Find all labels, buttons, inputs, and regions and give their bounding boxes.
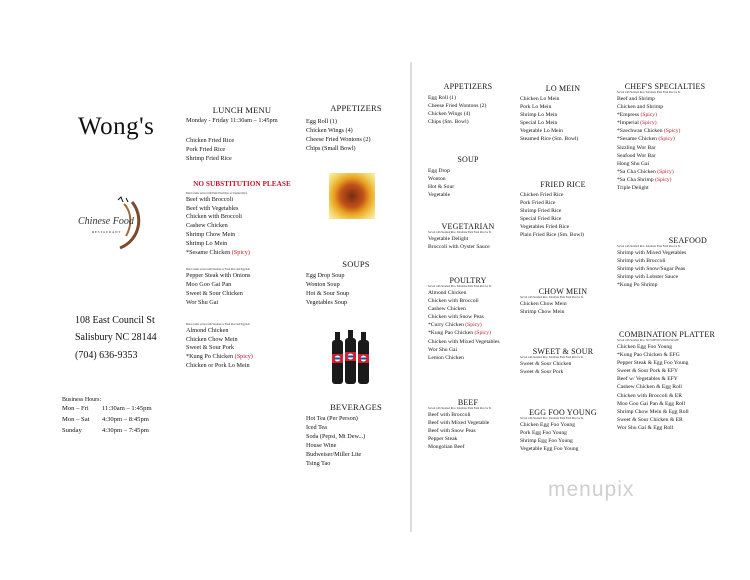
left-beverages [306, 402, 406, 468]
list-item: Almond Chicken [428, 290, 467, 296]
section-note: Served with Steamed Rice. NO SUBSTITUTION PLEASE [617, 339, 679, 342]
right-beef [428, 398, 508, 451]
list-item: *Sa Cha Shrimp (Spicy) [617, 176, 672, 183]
section-note: Served with Steamed Rice. Substitute Plain Fried Rice for $1 [617, 245, 681, 248]
list-item: Triple Delight [617, 185, 649, 192]
section-note: Served with Steamed Rice. Substitute Plain Fried Rice for $1 [520, 296, 584, 299]
hours-title: Business Hours: [62, 397, 102, 403]
lunch-menu [186, 105, 298, 371]
list-item: Soda (Pepsi, Mt Dew...) [306, 432, 366, 440]
right-soup [428, 155, 508, 199]
list-item: Beef with Vegetables [186, 204, 239, 212]
section-note: Served with Steamed Rice. Substitute Plain Fried Rice for $1 [520, 417, 584, 420]
list-item: Chips (Sm. Bowl) [428, 119, 469, 126]
list-item: Chicken with Snow Peas [428, 314, 484, 321]
section-title: LO MEIN [545, 84, 581, 93]
list-item: Chicken Lo Mein [520, 96, 560, 102]
hours-time: 11:30am – 1:45pm [102, 405, 152, 413]
section-title: CHOW MEIN [538, 287, 588, 296]
spicy-tag: (Spicy) [655, 176, 672, 183]
list-item: Chicken with Mixed Vegetables [428, 338, 500, 345]
right-sweet-sour [520, 347, 606, 376]
list-item: Pork Fried Rice [186, 145, 226, 153]
list-item: Cheese Fried Wontons (2) [428, 103, 487, 110]
right-fried-rice [520, 180, 606, 240]
list-item: Tsing Tao [306, 459, 331, 467]
list-item: Hot Tea (Per Person) [306, 415, 358, 422]
hours-time: 4:30pm – 8:45pm [102, 416, 149, 424]
list-item: Chicken and Shrimp [617, 104, 663, 111]
spicy-tag: (Spicy) [657, 168, 674, 175]
group-note: Below items served with Steamed or Fried Rice and Egg Roll [186, 322, 250, 326]
list-item: Chicken with Broccoli [428, 298, 479, 305]
watermark: menupix [548, 478, 635, 501]
list-item: Shrimp with Broccoli [617, 258, 666, 265]
spicy-tag: (Spicy) [640, 112, 657, 119]
list-item: Vegetable Lo Mein [520, 128, 563, 135]
section-title: SWEET & SOUR [532, 347, 594, 356]
food-photo [329, 173, 375, 219]
list-item: Seafood Wor Bar [617, 152, 656, 159]
hours-days: Sunday [62, 427, 82, 435]
list-item: Shrimp Chow Mein [520, 309, 565, 316]
list-item: *Imperial (Spicy) [617, 120, 657, 127]
list-item: Sweet & Sour Chicken [520, 361, 572, 367]
list-item: Pork Egg Foo Young [520, 430, 567, 437]
section-title: APPETIZERS [443, 82, 493, 91]
list-item: Vegetables Fried Rice [520, 224, 570, 231]
list-item: Shrimp with Mixed Vegetables [617, 250, 687, 256]
list-item: Hot & Sour [428, 184, 455, 191]
list-item: Sweet & Sour Pork [520, 369, 564, 376]
list-item: Shrimp Fried Rice [186, 154, 232, 162]
list-item: Beef with Mixed Vegetable [428, 420, 490, 427]
address-line1: 108 East Council St [75, 315, 155, 326]
list-item: Chicken Egg Foo Young [617, 344, 673, 350]
list-item: Shrimp with Lobster Sauce [617, 274, 679, 281]
list-item: Sweet & Sour Pork & EFY [617, 368, 679, 375]
right-chow-mein [520, 287, 606, 316]
section-note: Served with Steamed Rice. Substitute Plain Fried Rice for $1 [520, 356, 584, 359]
list-item: Chicken with Broccoli & ER [617, 392, 682, 399]
list-item: *Curry Chicken (Spicy) [428, 322, 482, 329]
list-item: Chicken Chow Mein [186, 335, 238, 343]
list-item: Sweet & Sour Chicken & ER [617, 416, 683, 423]
list-item: Wor Shu Gai [186, 298, 219, 306]
lunch-group1 [186, 196, 298, 258]
list-item: Wonton Soup [306, 280, 340, 288]
right-seafood [617, 236, 713, 289]
logo-text: Chinese Food [78, 216, 134, 227]
list-item: Hot & Sour Soup [306, 289, 350, 297]
list-item: Hong Shu Gai [617, 160, 650, 167]
list-item: Cashew Chicken [186, 222, 228, 230]
list-item: Pepper Steak & Egg Foo Young [617, 360, 689, 367]
phone: (704) 636-9353 [75, 350, 138, 361]
address-line2: Salisbury NC 28144 [75, 332, 157, 343]
right-lo-mein [520, 84, 606, 144]
list-item: Cashew Chicken [428, 306, 466, 313]
list-item: Iced Tea [306, 423, 327, 431]
list-item: *Szechwan Chicken (Spicy) [617, 128, 681, 135]
list-item: Egg Roll (1) [428, 95, 456, 101]
section-title: EGG FOO YOUNG [529, 408, 597, 417]
list-item: Beef w/ Vegetables & EFY [617, 376, 678, 383]
list-item: Sizzling Wor Bar [617, 144, 656, 151]
list-item: Sweet & Sour Chicken [186, 289, 243, 297]
list-item: *Sesame Chicken (Spicy) [186, 249, 250, 257]
list-item: *Kung Pao Chicken & EFG [617, 352, 680, 359]
list-item: Wor Shu Gai & Egg Roll [617, 424, 674, 431]
address-block [75, 314, 157, 363]
list-item: Pork Fried Rice [520, 200, 556, 207]
soda-bottles-photo [330, 330, 372, 386]
restaurant-name: Wong's [78, 113, 155, 140]
left-soups [306, 259, 406, 308]
left-appetizers [306, 103, 406, 154]
list-item: Chicken Wings (4) [306, 126, 353, 134]
section-title: SEAFOOD [668, 236, 707, 245]
soda-bottles-icon [330, 330, 372, 386]
list-item: Vegetables Soup [306, 298, 348, 306]
right-combination-platter [617, 330, 717, 432]
lunch-group2 [186, 272, 298, 308]
list-item: Pork Lo Mein [520, 104, 552, 111]
section-title: POULTRY [449, 276, 487, 285]
list-item: Shrimp Fried Rice [520, 208, 562, 215]
list-item: Pepper Steak [428, 436, 458, 443]
list-item: Egg Drop Soup [306, 272, 345, 279]
list-item: Egg Roll (1) [306, 118, 337, 125]
section-note: Served with Steamed Rice. Substitute Plain Fried Rice for $1 [428, 407, 492, 410]
spicy-tag: (Spicy) [640, 120, 657, 127]
right-vegetarian [428, 222, 508, 251]
section-note: Served with Steamed Rice. Substitute Plain Fried Rice for $1 [428, 285, 492, 288]
list-item: Chicken Fried Rice [186, 136, 235, 144]
page-fold-divider [410, 62, 412, 532]
section-title: FRIED RICE [540, 180, 586, 189]
section-title: SOUP [457, 155, 479, 164]
list-item: *Kung Pao Chicken (Spicy) [428, 330, 491, 337]
right-egg-foo-young [520, 408, 606, 453]
spicy-tag: (Spicy) [663, 128, 681, 135]
list-item: Pepper Steak with Onions [186, 271, 251, 279]
list-item: House Wine [306, 441, 337, 449]
spicy-tag: (Spicy) [474, 330, 491, 337]
list-item: Steamed Rice (Sm. Bowl) [520, 136, 579, 143]
list-item: Cashew Chicken & Egg Roll [617, 384, 682, 391]
list-item: Vegetable [428, 192, 451, 199]
list-item: Lemon Chicken [428, 354, 464, 361]
list-item: Shrimp Lo Mein [186, 240, 228, 248]
list-item: *Empress (Spicy) [617, 112, 657, 119]
list-item: *Sesame Chicken (Spicy) [617, 136, 675, 143]
list-item: Sweet & Sour Pork [186, 344, 234, 352]
lunch-group3 [186, 327, 298, 372]
list-item: Shrimp Egg Foo Young [520, 438, 573, 445]
list-item: Mongolian Beef [428, 444, 465, 451]
list-item: Broccoli with Oyster Sauce [428, 244, 490, 251]
right-chefs-specialties [617, 82, 713, 192]
list-item: Beef and Shrimp [617, 96, 655, 102]
hours-days: Mon – Sat [62, 416, 90, 424]
list-item: Chicken Egg Foo Young [520, 422, 576, 428]
list-item: Special Lo Mein [520, 120, 558, 127]
no-substitution-heading: NO SUBSTITUTION PLEASE [193, 178, 291, 188]
business-hours [62, 396, 152, 436]
list-item: Almond Chicken [186, 326, 229, 334]
right-poultry [428, 276, 508, 362]
list-item: Beef with Broccoli [186, 195, 234, 203]
spicy-tag: (Spicy) [234, 353, 253, 361]
hours-time: 4:30pm – 7:45pm [102, 427, 149, 435]
spicy-tag: (Spicy) [658, 136, 675, 143]
list-item: Wor Shu Gai [428, 346, 458, 353]
section-title: CHEF'S SPECIALTIES [624, 82, 706, 91]
section-note: Served with Steamed Rice. Substitute Plain Fried Rice for $1 [428, 231, 492, 234]
spicy-tag: (Spicy) [465, 322, 482, 329]
list-item: Moo Goo Gai Pan [186, 280, 232, 288]
logo-subtext: RESTAURANT [92, 230, 121, 234]
list-item: *Kung Po Chicken (Spicy) [186, 353, 253, 361]
section-title: APPETIZERS [330, 103, 382, 113]
restaurant-logo [74, 196, 146, 254]
list-item: Chicken or Pork Lo Mein [186, 362, 250, 370]
list-item: Plain Fried Rice (Sm. Bowl) [520, 232, 584, 239]
section-title: SOUPS [342, 259, 370, 269]
list-item: Chicken Chow Mein [520, 301, 567, 307]
section-note: Served with Steamed Rice. Substitute Plain Fried Rice for $1 [617, 91, 681, 94]
list-item: Shrimp with Snow/Sugar Peas [617, 266, 686, 273]
lunch-top-list [186, 137, 298, 164]
list-item: Shrimp Lo Mein [520, 112, 558, 119]
group-note: Below items served with Steamed or Fried Rice and Egg Roll [186, 267, 250, 271]
section-title: COMBINATION PLATTER [618, 330, 716, 339]
spicy-tag: (Spicy) [231, 249, 250, 257]
section-title: VEGETARIAN [441, 222, 495, 231]
list-item: Chicken Wings (4) [428, 111, 471, 118]
list-item: Cheese Fried Wontons (2) [306, 135, 371, 143]
section-title: BEVERAGES [330, 402, 382, 412]
lunch-title: LUNCH MENU [212, 105, 272, 115]
lunch-subtitle: Monday - Friday 11:30am – 1:45pm [186, 117, 278, 124]
group-note: Below items served with Plain Fried Rice or Steamed Rice [186, 191, 248, 195]
right-appetizers [428, 82, 508, 126]
list-item: Egg Drop [428, 168, 450, 174]
list-item: Beef with Snow Peas [428, 428, 476, 435]
list-item: *Sa Cha Chicken (Spicy) [617, 168, 674, 175]
list-item: Chicken with Broccoli [186, 213, 243, 221]
list-item: Moo Goo Gai Pan & Egg Roll [617, 400, 686, 407]
list-item: Chips (Small Bowl) [306, 144, 356, 152]
list-item: Chicken Fried Rice [520, 192, 564, 198]
list-item: Beef with Broccoli [428, 412, 471, 418]
list-item: Shrimp Chow Mein & Egg Roll [617, 408, 689, 415]
list-item: Vegetable Delight [428, 236, 469, 242]
list-item: Budweiser/Miller Lite [306, 450, 362, 458]
list-item: Vegetable Egg Foo Young [520, 446, 579, 453]
list-item: *Kung Po Shrimp [617, 282, 658, 289]
hours-days: Mon – Fri [62, 405, 89, 413]
list-item: Wonton [428, 176, 446, 183]
list-item: Special Fried Rice [520, 216, 562, 223]
section-title: BEEF [457, 398, 479, 407]
list-item: Shrimp Chow Mein [186, 231, 236, 239]
